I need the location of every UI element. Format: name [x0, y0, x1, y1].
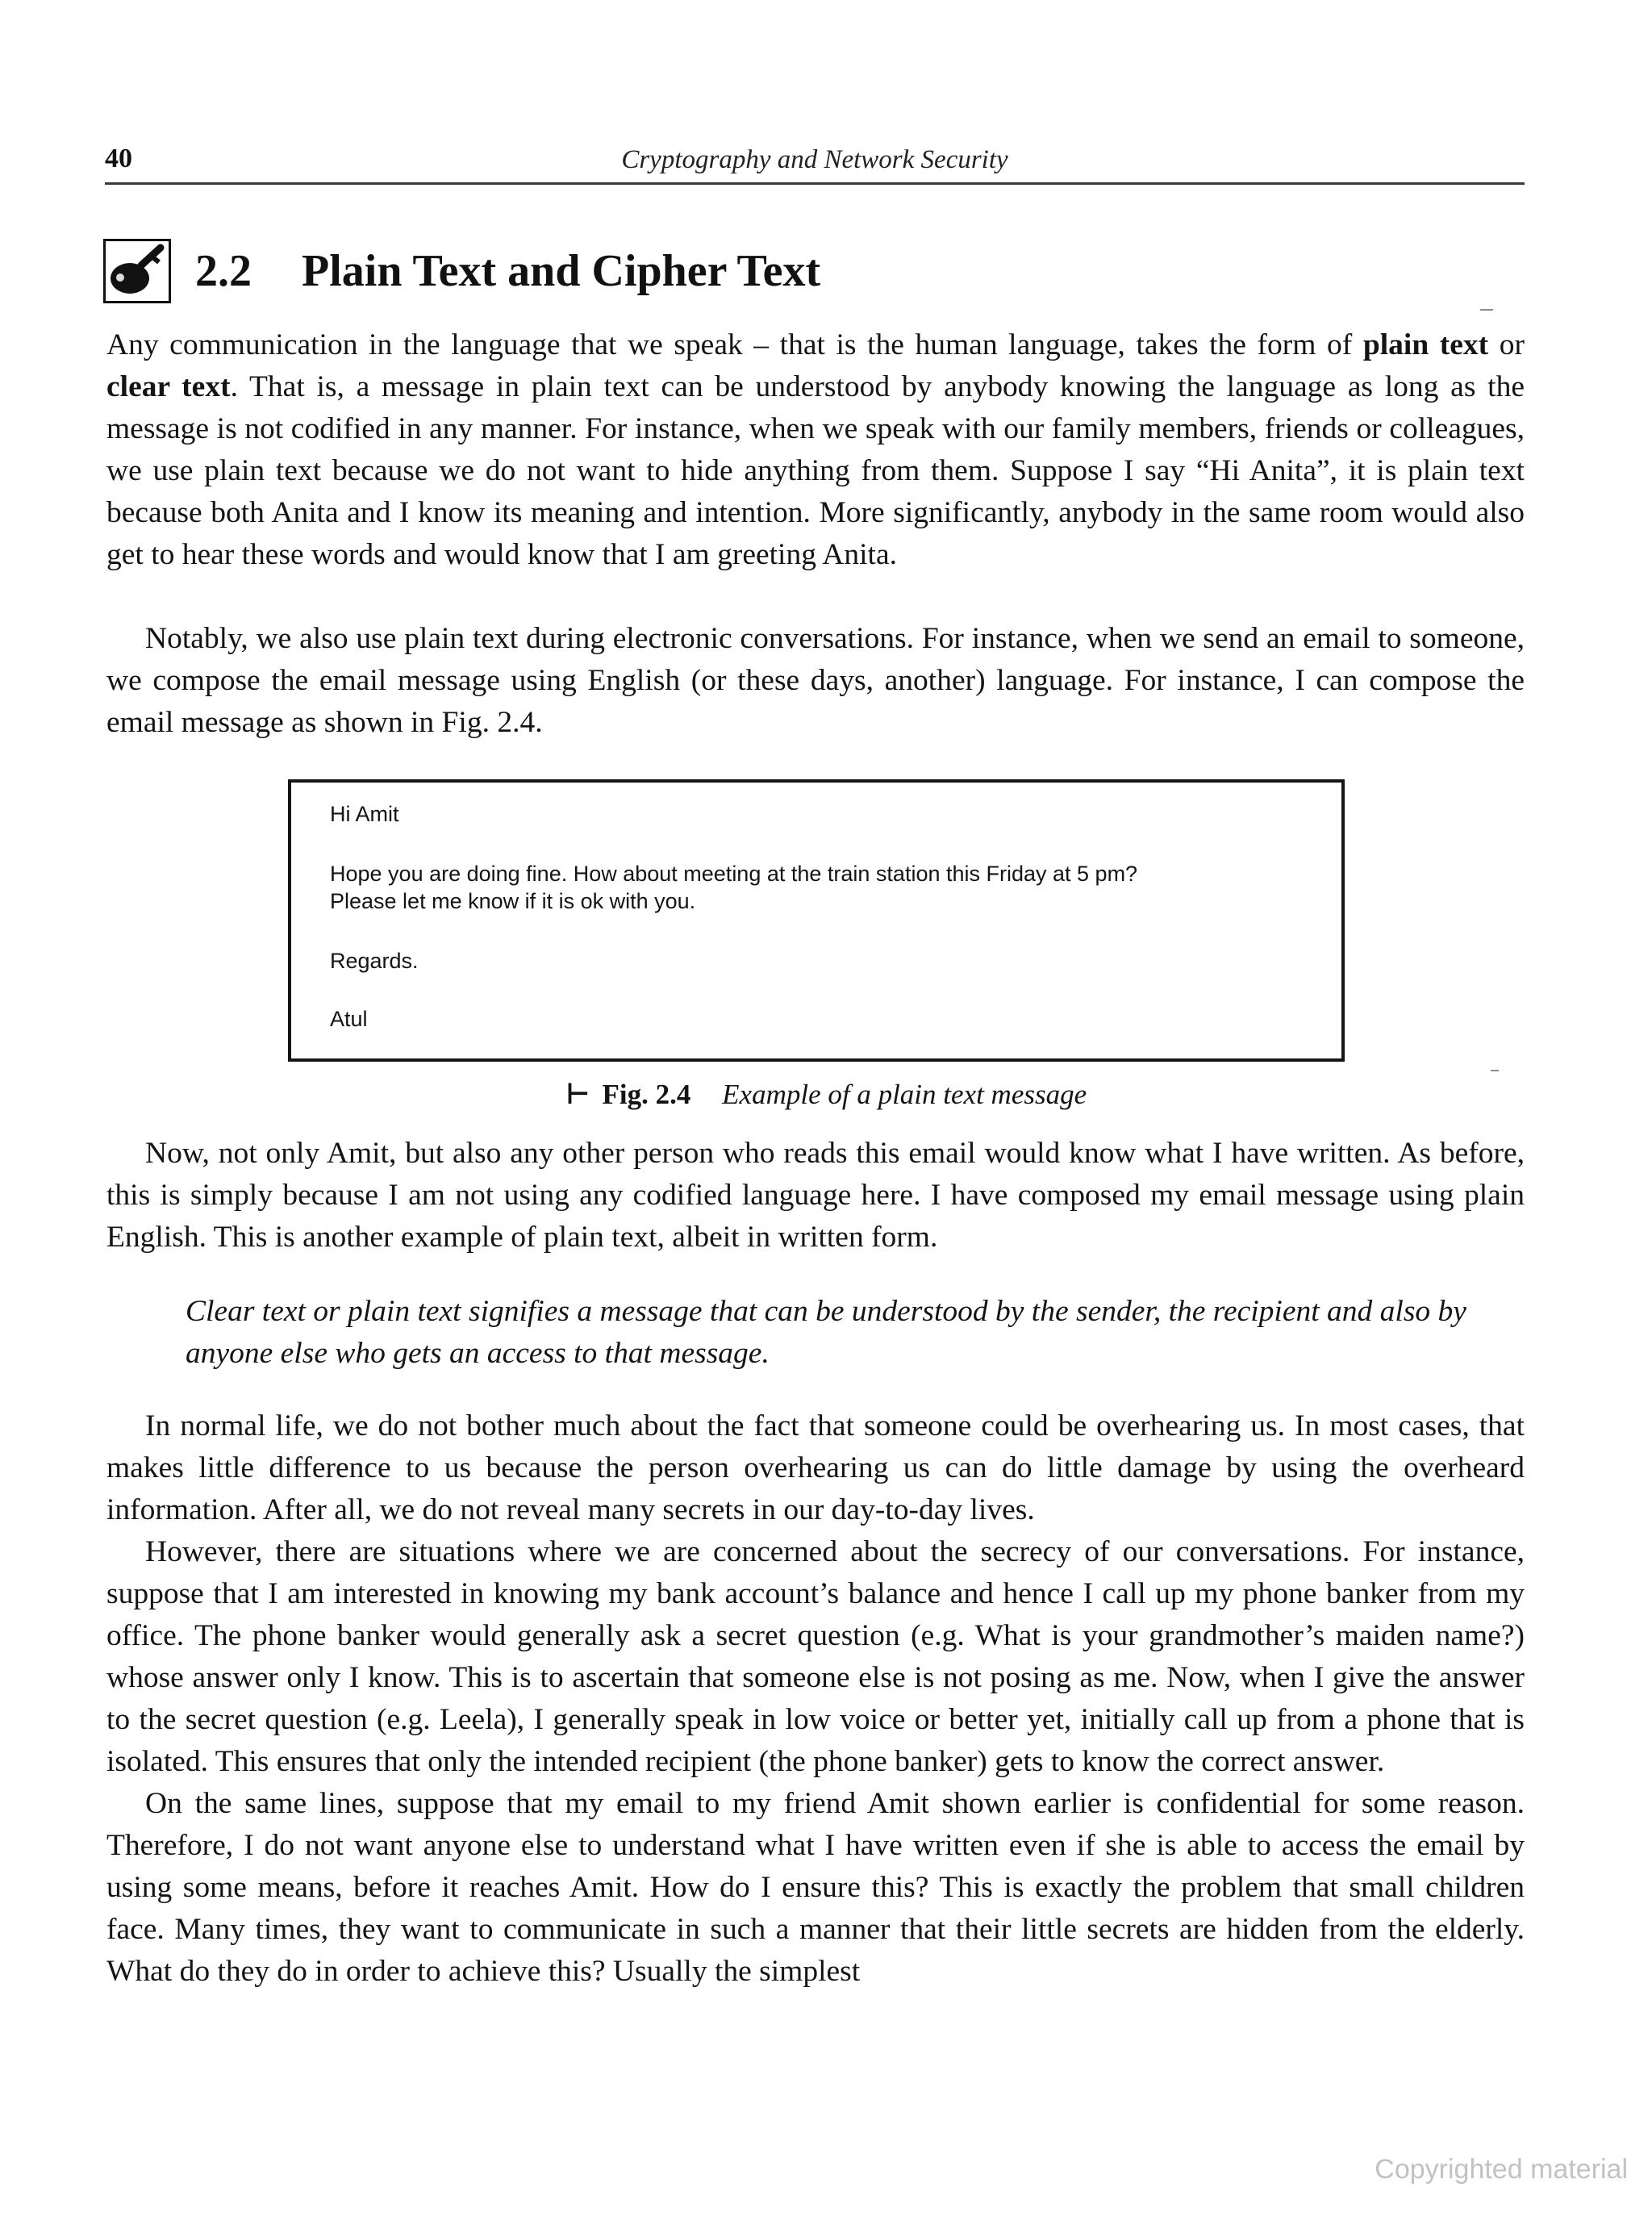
term-clear-text: clear text	[106, 370, 231, 403]
paragraph-3	[106, 1133, 1525, 1259]
paragraph-5-text: However, there are situations where we are concerned about the secrecy of our conversations. For instance, suppose that I am interested in knowing my bank account’s balance and hence I call up my phone banker from my office. The phone banker would generally ask a secret question (e.g. What is your grandmother’s maiden name?) whose answer only I know. This is to ascertain that someone else is not posing as me. Now, when I give the answer to the secret question (e.g. Leela), I generally speak in low voice or better yet, initially call up from a phone that is isolated. This ensures that only the intended recipient (the phone banker) gets to know the correct answer.	[106, 1535, 1525, 1778]
paragraph-1-text-a: Any communication in the language that we speak – that is the human language, takes the form of	[106, 328, 1363, 361]
figure-marker-icon: ⊢	[565, 1079, 590, 1110]
paragraph-2	[106, 618, 1525, 744]
email-signature: Atul	[330, 1007, 368, 1031]
paragraph-1-text-b: or	[1488, 328, 1525, 361]
page-header	[105, 144, 1525, 185]
email-greeting: Hi Amit	[330, 802, 399, 826]
paragraph-3-text: Now, not only Amit, but also any other person who reads this email would know what I have written. As before, this is simply because I am not using any codified language here. I have composed my email message using plain English. This is another example of plain text, albeit in written form.	[106, 1137, 1525, 1254]
running-title: Cryptography and Network Security	[621, 145, 1008, 174]
figure-number: Fig. 2.4	[602, 1079, 691, 1110]
paragraph-6-text: On the same lines, suppose that my email to my friend Amit shown earlier is confidential for some reason. Therefore, I do not want anyone else to understand what I have written even if she is able to access the email by using some means, before it reaches Amit. How do I ensure this? This is exactly the problem that small children face. Many times, they want to communicate in such a manner that their little secrets are hidden from the elderly. What do they do in order to achieve this? Usually the simplest	[106, 1787, 1525, 1988]
page-number: 40	[105, 144, 132, 173]
figure-caption	[0, 1078, 1652, 1111]
section-title: Plain Text and Cipher Text	[302, 246, 821, 296]
section-heading	[103, 239, 820, 303]
email-closing: Regards.	[330, 949, 419, 973]
figure-title: Example of a plain text message	[722, 1079, 1087, 1110]
email-example-box	[288, 779, 1345, 1062]
copyright-watermark: Copyrighted material	[1375, 2154, 1628, 2185]
paragraphs-4-6	[106, 1405, 1525, 1993]
paragraph-4-text: In normal life, we do not bother much about the fact that someone could be overhearing us. In most cases, that makes little difference to us because the person overhearing us can do little damage by using the overheard information. After all, we do not reveal many secrets in our day-to-day lives.	[106, 1409, 1525, 1526]
scan-artifact	[1480, 309, 1493, 311]
scan-artifact	[1491, 1070, 1499, 1071]
section-number: 2.2	[195, 246, 252, 296]
paragraph-1	[106, 324, 1525, 576]
term-plain-text: plain text	[1362, 328, 1489, 361]
paragraph-2-text: Notably, we also use plain text during electronic conversations. For instance, when we send an email to someone, we compose the email message using English (or these days, another) language. For instance, I can compose the email message as shown in Fig. 2.4.	[106, 622, 1525, 739]
paragraph-1-text-c: . That is, a message in plain text can be understood by anybody knowing the language as long as the message is not codified in any manner. For instance, when we speak with our family members, friends or colleagues, we use plain text because we do not want to hide anything from them. Suppose I say “Hi Anita”, it is plain text because both Anita and I know its meaning and intention. More significantly, anybody in the same room would also get to hear these words and would know that I am greeting Anita.	[106, 370, 1525, 571]
key-pointer-icon	[103, 239, 171, 303]
email-line-1: Hope you are doing fine. How about meeting at the train station this Friday at 5 pm?	[330, 862, 1138, 886]
definition-quote: Clear text or plain text signifies a message that can be understood by the sender, the recipient and also by anyone else who gets an access to that message.	[186, 1295, 1466, 1370]
email-line-2: Please let me know if it is ok with you.	[330, 889, 696, 913]
